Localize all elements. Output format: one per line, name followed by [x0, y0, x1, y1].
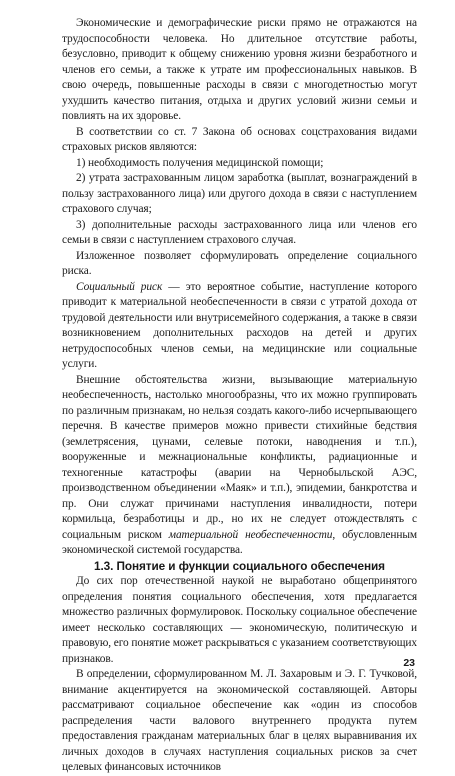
paragraph-no-accepted-definition: До сих пор отечественной наукой не выработано общепринятого определения понятия социального обеспечения, хотя предлагается множество различных формулировок. Поскольку социальное обеспечение имеет несколько составляющих — экономическую, политическую и правовую, его понятие может раскрываться с указанием соответствующих признаков. [62, 575, 417, 665]
list-item-loss-of-earnings: 2) утрата застрахованным лицом заработка (выплат, вознаграждений в пользу застрахованного лица) или другого дохода в связи с наступлением страхового случая; [62, 172, 417, 215]
section-heading: 1.3. Понятие и функции социального обеспечения [94, 558, 385, 573]
paragraph-law-article: В соответствии со ст. 7 Закона об основах соцстрахования видами страховых рисков являются: [62, 125, 417, 153]
paragraph-external-circumstances [62, 373, 417, 559]
list-item-medical-help: 1) необходимость получения медицинской помощи; [76, 156, 324, 169]
list-item-additional-expenses: 3) дополнительные расходы застрахованного лица или членов его семьи в связи с наступлением страхового случая. [62, 218, 417, 246]
paragraph-definition-intro: Изложенное позволяет сформулировать определение социального риска. [62, 249, 417, 277]
paragraph-zakharov-definition: В определении, сформулированном М. Л. Захаровым и Э. Г. Тучковой, внимание акцентируется на экономической составляющей. Авторы рассматривают социальное обеспечение как «один из способов распределения части валового внутреннего продукта путем предоставления гражданам материальных благ в целях выравнивания их личных доходов в случаях наступления социальных рисков за счет целевых финансовых источников [62, 668, 417, 773]
page-body [62, 16, 417, 776]
paragraph-economic-risks: Экономические и демографические риски прямо не отражаются на трудоспособности человека. Но длительное отсутствие работы, безусловно, приводит к общему снижению уровня жизни безработного и членов его семьи, а также к утрате им профессиональных навыков. В свою очередь, повышенные расходы в связи с многодетностью могут ухудшить качество питания, отдыха и других условий жизни семьи и повлиять на их здоровье. [62, 17, 417, 122]
term-material-insecurity: материальной необеспеченности [168, 528, 333, 541]
paragraph-social-risk-definition [62, 280, 417, 373]
page-number: 23 [403, 657, 415, 669]
term-social-risk: Социальный риск [76, 280, 163, 293]
circumstances-text-before: Внешние обстоятельства жизни, вызывающие материальную необеспеченность, настолько многообразны, что их можно группировать по различным признакам, но нельзя создать какого-либо исчерпывающего перечня. В качестве примеров можно привести стихийные бедствия (землетрясения, цунами, селевые потоки, наводнения и т.п.), вооруженные и межнациональные конфликты, радиационные и техногенные катастрофы (аварии на Чернобыльской АЭС, производственном объединении «Маяк» и т.п.), эпидемии, банкротства и пр. Они служат причинами наступления инвалидности, потери кормильца, безработицы и др., но их не следует отождествлять с социальным риском [62, 373, 417, 541]
circumstances-text-after: , обусловленным экономической системой государства. [62, 528, 417, 556]
definition-text: — это вероятное событие, наступление которого приводит к материальной необеспеченности в связи с утратой дохода от трудовой деятельности или внутрисемейного содержания, а также в связи возникновением дополнительных расходов на детей и других нетрудоспособных членов семьи, на медицинские или социальные услуги. [62, 280, 417, 370]
